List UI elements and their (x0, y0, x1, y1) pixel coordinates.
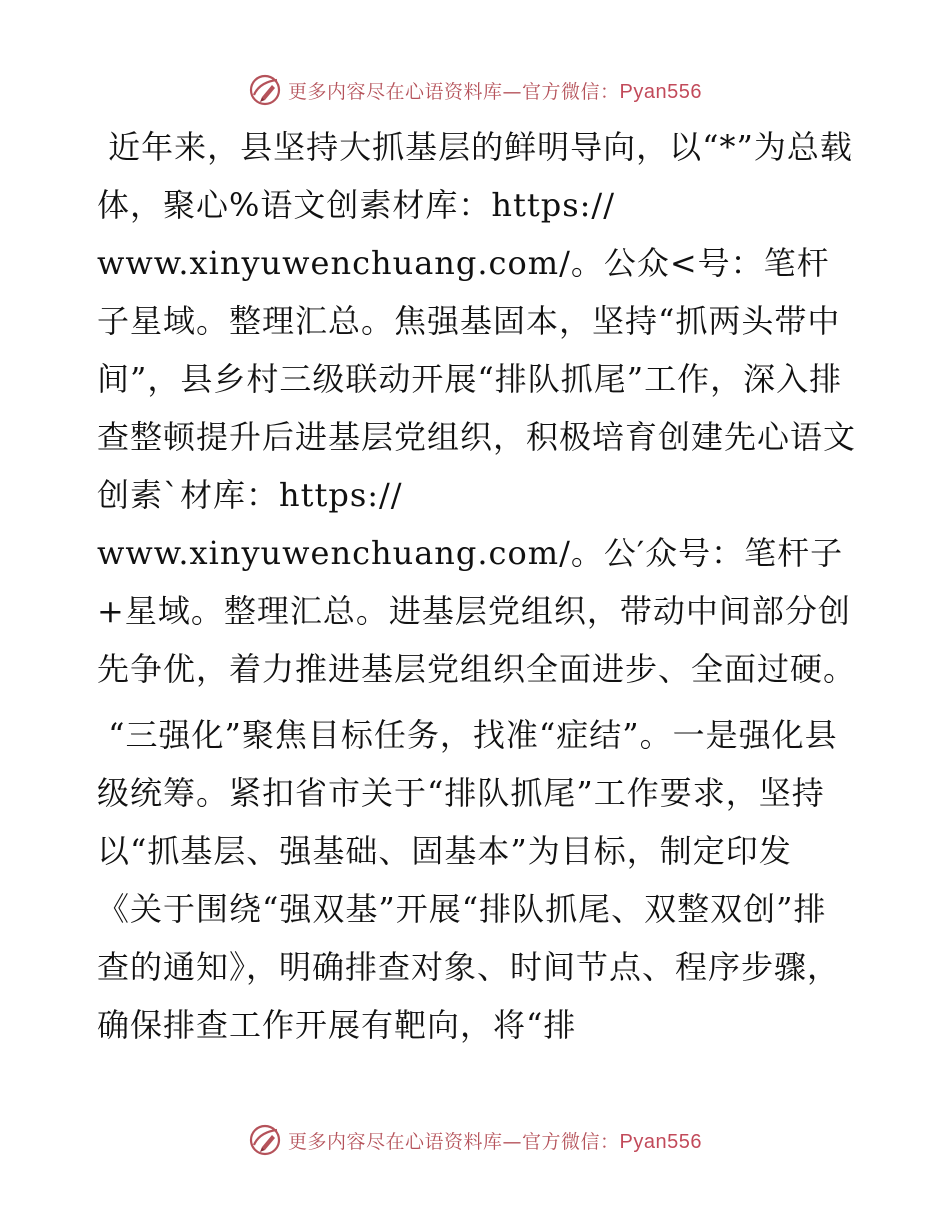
body-paragraph-1: 近年来，县坚持大抓基层的鲜明导向，以“*”为总载体，聚心%语文创素材库：https:// www.xinyuwenchuang.com/。公众<号：笔杆子星域。整理汇总。焦强基固本，坚持“抓两头带中间”，县乡村三级联动开展“排队抓尾”工作，深入排查整顿提升后进基层党组织，积极培育创建先心语文创素`材库：https:// www.xinyuwenchuang.com/。公′众号：笔杆子+星域。整理汇总。进基层党组织，带动中间部分创先争优，着力推进基层党组织全面进步、全面过硬。 (97, 128, 857, 688)
footer-banner-label: 官方微信： (522, 1130, 620, 1153)
header-banner-wechat-id: Pyan556 (619, 80, 702, 103)
footer-banner (0, 1120, 950, 1160)
header-banner-main: 更多内容尽在心语资料库 (288, 80, 503, 103)
footer-banner-separator: — (502, 1130, 523, 1153)
header-banner (0, 70, 950, 110)
footer-banner-wechat-id: Pyan556 (619, 1130, 702, 1153)
header-banner-separator: — (502, 80, 523, 103)
document-body (97, 118, 857, 1054)
header-banner-label: 官方微信： (522, 80, 620, 103)
body-paragraph-2: “三强化”聚焦目标任务，找准“症结”。一是强化县级统筹。紧扣省市关于“排队抓尾”工作要求，坚持以“抓基层、强基础、固基本”为目标，制定印发《关于围绕“强双基”开展“排队抓尾、双整双创”排查的通知》，明确排查对象、时间节点、程序步骤，确保排查工作开展有靶向，将“排 (97, 716, 841, 1044)
footer-banner-main: 更多内容尽在心语资料库 (288, 1130, 503, 1153)
pen-logo-icon (248, 1123, 282, 1157)
pen-logo-icon (248, 73, 282, 107)
